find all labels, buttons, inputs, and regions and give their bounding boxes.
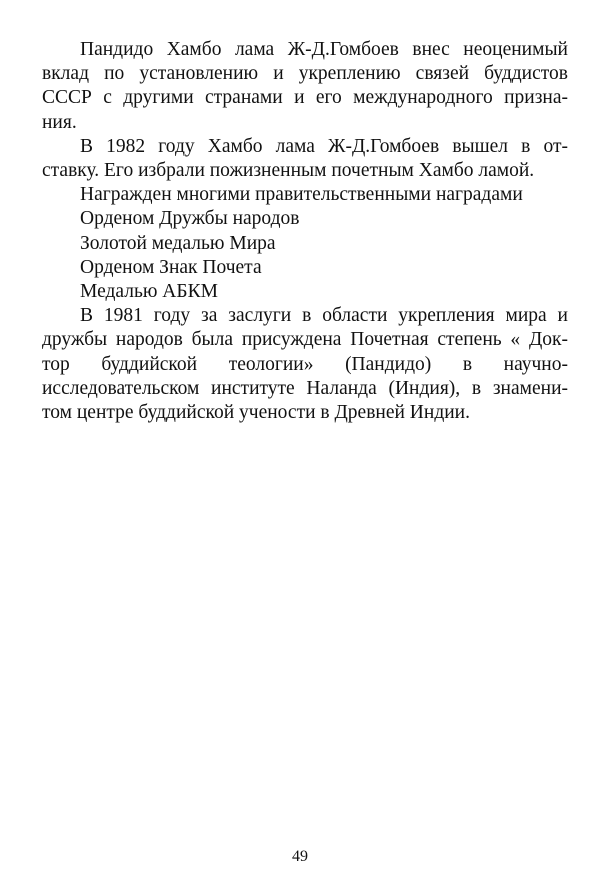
award-item: Орденом Дружбы народов: [80, 208, 300, 230]
text-line: Пандидо Хамбо лама Ж-Д.Гомбоев внес неоценимый: [80, 39, 568, 60]
text-line: исследовательском институте Наланда (Индия), в знамени-: [42, 377, 568, 399]
award-item: Медалью АБКМ: [80, 281, 218, 303]
page-number: 49: [292, 848, 308, 865]
text-line: тор буддийской теологии» (Пандидо) в научно-: [42, 353, 568, 375]
award-item: Золотой медалью Мира: [80, 232, 276, 254]
paragraph-contribution: [42, 38, 568, 135]
text-line: дружбы народов была присуждена Почетная степень « Док-: [42, 329, 568, 351]
award-item: Орденом Знак Почета: [80, 256, 262, 278]
text-line: В 1981 году за заслуги в области укрепления мира и: [80, 305, 568, 327]
paragraph-honorary-degree: [42, 304, 568, 425]
text-line: СССР с другими странами и его международного призна-: [42, 87, 568, 109]
text-line: том центре буддийской учености в Древней Индии.: [42, 402, 470, 424]
text-line: ния.: [42, 111, 77, 133]
text-line: ставку. Его избрали пожизненным почетным Хамбо ламой.: [42, 160, 535, 182]
page-body: [42, 38, 568, 425]
awards-list: [42, 183, 568, 304]
awards-intro: Награжден многими правительственными наградами: [80, 184, 523, 206]
text-line: В 1982 году Хамбо лама Ж-Д.Гомбоев вышел в от-: [80, 135, 568, 157]
text-line: вклад по установлению и укреплению связей буддистов: [42, 63, 568, 85]
paragraph-retirement: [42, 135, 568, 183]
